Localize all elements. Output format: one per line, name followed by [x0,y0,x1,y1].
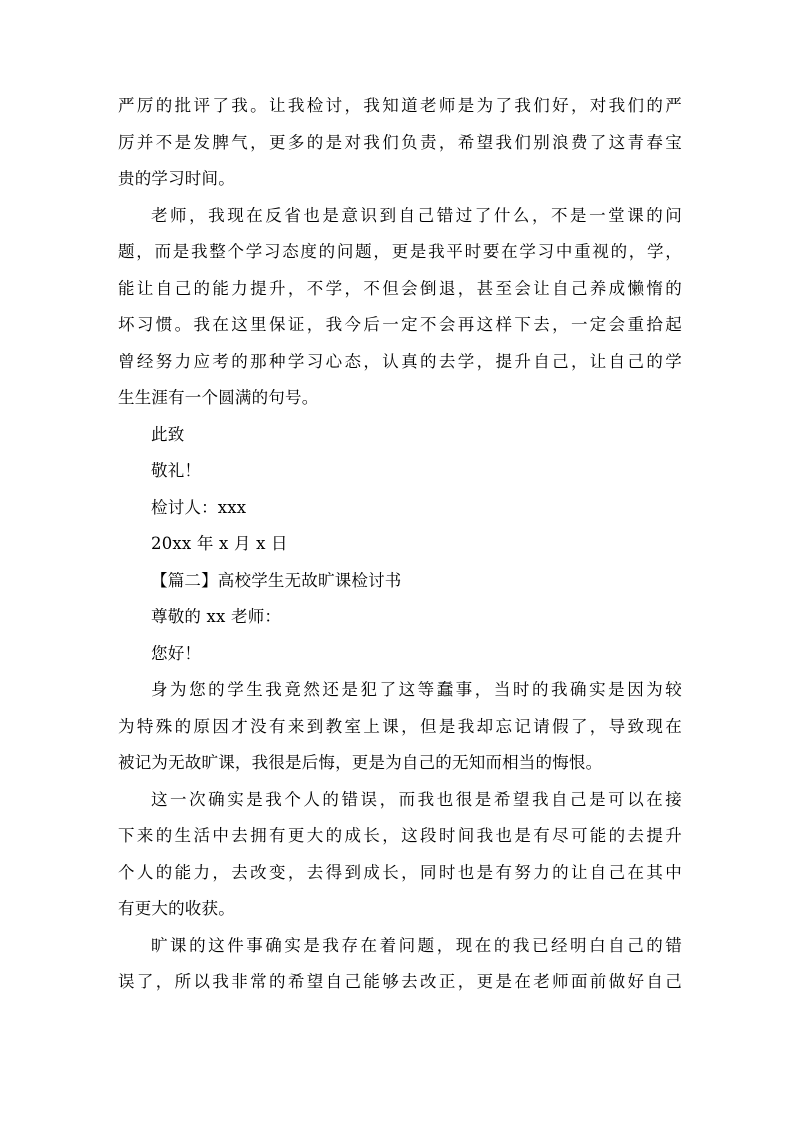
text-line: 严厉的批评了我。让我检讨，我知道老师是为了我们好，对我们的严 [118,96,682,115]
signature-date: 20xx 年 x 月 x 日 [151,534,288,553]
document-body [118,88,682,1001]
text-line: 这一次确实是我个人的错误，而我也很是希望我自己是可以在接 [151,789,682,809]
text-line: 个人的能力，去改变，去得到成长，同时也是有努力的让自己在其中 [118,862,682,882]
text-line: 被记为无故旷课，我很是后悔，更是为自己的无知而相当的悔恨。 [118,753,603,772]
text-line: 下来的生活中去拥有更大的成长，这段时间我也是有尽可能的去提升 [118,826,682,845]
text-line: 能让自己的能力提升，不学，不但会倒退，甚至会让自己养成懒惰的 [118,278,682,298]
text-line: 误了，所以我非常的希望自己能够去改正，更是在老师面前做好自己 [118,972,682,991]
text-line: 旷课的这件事确实是我存在着问题，现在的我已经明白自己的错 [151,935,682,955]
section-heading: 【篇二】高校学生无故旷课检讨书 [151,570,402,590]
text-line: 厉并不是发脾气，更多的是对我们负责，希望我们别浪费了这青春宝 [118,132,682,152]
text-line: 坏习惯。我在这里保证，我今后一定不会再这样下去，一定会重拾起 [118,315,682,334]
text-line: 身为您的学生我竟然还是犯了这等蠢事，当时的我确实是因为较 [151,680,682,699]
text-line: 有更大的收获。 [118,899,235,918]
text-line: 曾经努力应考的那种学习心态，认真的去学，提升自己，让自己的学 [118,351,682,371]
signature-author: 检讨人：xxx [151,497,247,517]
text-line: 贵的学习时间。 [118,169,235,188]
closing-salutation: 此致 [151,424,185,444]
closing-respect: 敬礼！ [151,461,202,480]
letter-greeting: 您好！ [151,643,202,663]
letter-addressee: 尊敬的 xx 老师： [151,607,282,626]
text-line: 老师，我现在反省也是意识到自己错过了什么，不是一堂课的问 [151,205,682,225]
text-line: 生生涯有一个圆满的句号。 [118,388,319,407]
text-line: 题，而是我整个学习态度的问题，更是我平时要在学习中重视的，学， [118,242,682,261]
text-line: 为特殊的原因才没有来到教室上课，但是我却忘记请假了，导致现在 [118,716,682,736]
